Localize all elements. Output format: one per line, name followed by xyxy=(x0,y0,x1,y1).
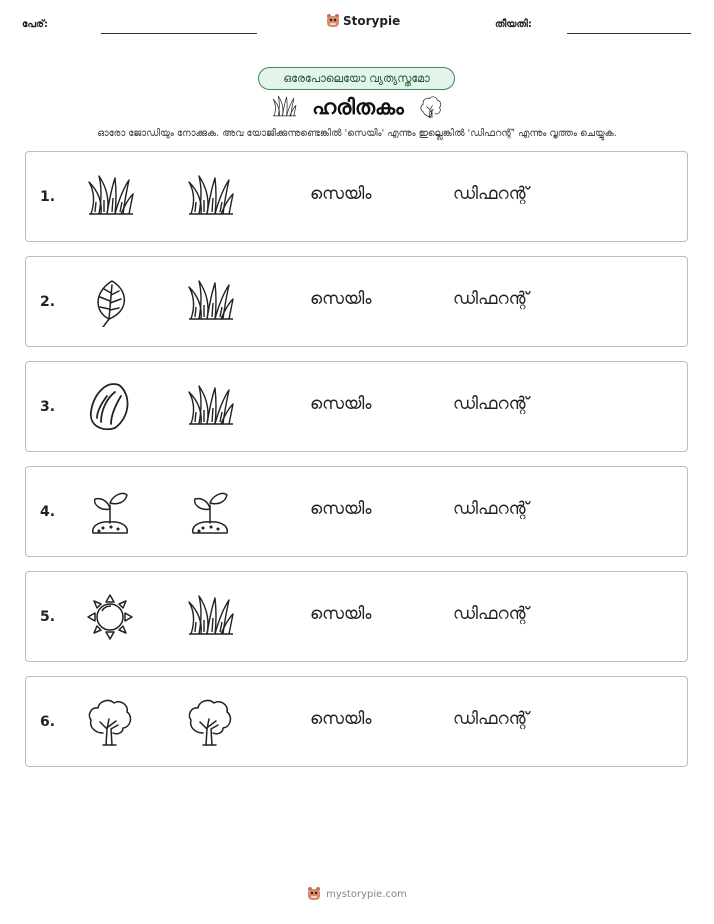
sun-icon xyxy=(85,592,135,642)
brand-logo xyxy=(326,13,400,29)
worksheet-title: ഹരിതകം xyxy=(312,94,404,119)
storypie-mascot-icon xyxy=(326,13,340,29)
question-number: 5. xyxy=(40,609,56,625)
grass-icon xyxy=(270,94,298,120)
brand-name: Storypie xyxy=(343,14,401,28)
title-row xyxy=(252,92,462,122)
question-number: 3. xyxy=(40,399,56,415)
question-number: 2. xyxy=(40,294,56,310)
question-row xyxy=(25,256,688,347)
same-option[interactable]: സെയിം xyxy=(310,289,372,309)
leaf-icon xyxy=(85,277,135,327)
footer xyxy=(0,886,714,902)
question-number: 1. xyxy=(40,189,56,205)
question-row xyxy=(25,571,688,662)
different-option[interactable]: ഡിഫറന്റ് xyxy=(453,604,529,624)
footer-url[interactable]: mystorypie.com xyxy=(326,888,407,900)
grass-icon xyxy=(185,172,235,222)
question-row xyxy=(25,361,688,452)
worksheet-type-badge: ഒരേപോലെയോ വ്യത്യസ്തമോ xyxy=(258,67,455,90)
name-field-line[interactable] xyxy=(101,33,257,34)
same-option[interactable]: സെയിം xyxy=(310,604,372,624)
same-option[interactable]: സെയിം xyxy=(310,499,372,519)
different-option[interactable]: ഡിഫറന്റ് xyxy=(453,184,529,204)
date-label: തീയതി: xyxy=(495,19,532,30)
grass-icon xyxy=(185,592,235,642)
same-option[interactable]: സെയിം xyxy=(310,394,372,414)
question-row xyxy=(25,466,688,557)
tree-icon xyxy=(185,697,235,747)
storypie-mascot-icon xyxy=(307,886,321,902)
instructions: ഓരോ ജോഡിയും നോക്കുക. അവ യോജിക്കുന്നുണ്ടെങ്കിൽ 'സെയിം' എന്നും ഇല്ലെങ്കിൽ 'ഡിഫറന്റ്' എന്നും വൃത്തം ചെയ്യുക. xyxy=(97,128,617,139)
date-field-line[interactable] xyxy=(567,33,691,34)
grass-icon xyxy=(185,277,235,327)
tree-icon xyxy=(85,697,135,747)
sprout-icon xyxy=(85,487,135,537)
grass-icon xyxy=(85,172,135,222)
different-option[interactable]: ഡിഫറന്റ് xyxy=(453,709,529,729)
same-option[interactable]: സെയിം xyxy=(310,184,372,204)
same-option[interactable]: സെയിം xyxy=(310,709,372,729)
question-row xyxy=(25,676,688,767)
different-option[interactable]: ഡിഫറന്റ് xyxy=(453,394,529,414)
grass-icon xyxy=(185,382,235,432)
seed-icon xyxy=(85,382,135,432)
tree-icon xyxy=(418,93,444,121)
different-option[interactable]: ഡിഫറന്റ് xyxy=(453,289,529,309)
question-number: 4. xyxy=(40,504,56,520)
name-label: പേര്: xyxy=(22,19,48,30)
different-option[interactable]: ഡിഫറന്റ് xyxy=(453,499,529,519)
question-number: 6. xyxy=(40,714,56,730)
sprout-icon xyxy=(185,487,235,537)
question-row xyxy=(25,151,688,242)
